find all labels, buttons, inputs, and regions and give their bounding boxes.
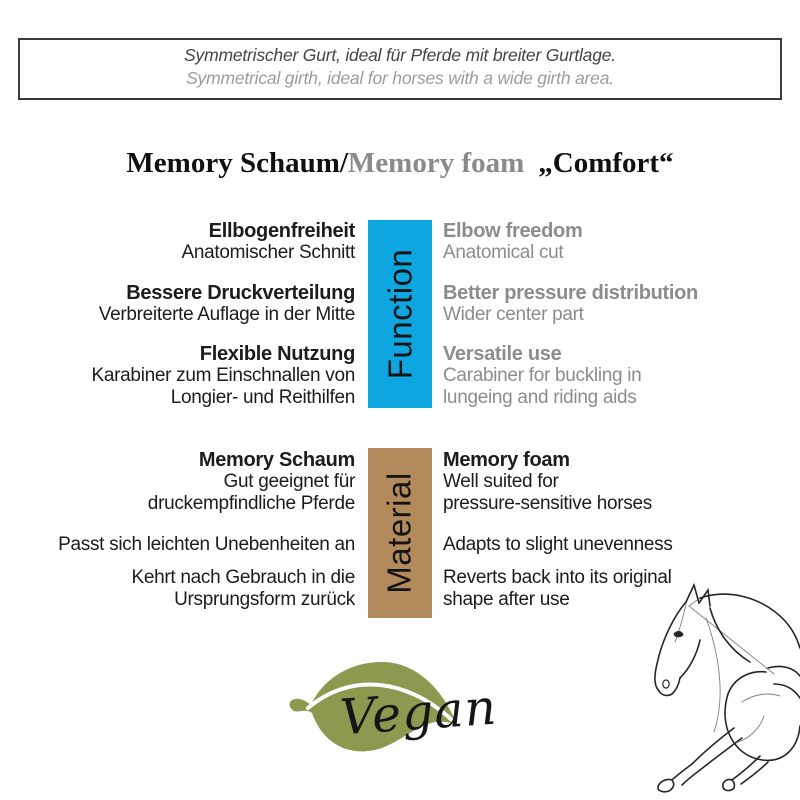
function-bar xyxy=(368,220,432,408)
function-row-en xyxy=(443,343,788,409)
feature-line-de: Verbreiterte Auflage in der Mitte xyxy=(98,304,355,325)
material-row-en xyxy=(443,534,788,556)
function-row-de xyxy=(18,343,355,409)
feature-title-en: Versatile use xyxy=(443,343,562,365)
feature-line-de: Karabiner zum Einschnallen von xyxy=(91,365,355,386)
banner-text-english: Symmetrical girth, ideal for horses with a wide girth area. xyxy=(186,68,614,88)
feature-title-en: Elbow freedom xyxy=(443,220,583,242)
feature-line-en: Reverts back into its original xyxy=(443,567,672,588)
feature-line-en: Wider center part xyxy=(443,304,584,325)
feature-line-de: Passt sich leichten Unebenheiten an xyxy=(58,534,355,555)
material-row-de xyxy=(18,567,355,611)
feature-line-de: Anatomischer Schnitt xyxy=(181,242,355,263)
title-variant: „Comfort“ xyxy=(538,147,674,179)
function-row-de xyxy=(18,282,355,326)
feature-title-de: Bessere Druckverteilung xyxy=(126,282,355,304)
feature-line-de: Kehrt nach Gebrauch in die xyxy=(131,567,355,588)
material-bar-label: Material xyxy=(381,472,418,594)
feature-line-en: Well suited for xyxy=(443,471,559,492)
feature-line-de: Gut geeignet für xyxy=(223,471,355,492)
horse-sketch xyxy=(642,582,800,794)
material-bar xyxy=(368,448,432,618)
feature-title-en: Memory foam xyxy=(443,449,570,471)
feature-line-en: pressure-sensitive horses xyxy=(443,493,652,514)
feature-line-en: lungeing and riding aids xyxy=(443,387,637,408)
feature-line-en: Adapts to slight unevenness xyxy=(443,534,673,555)
feature-line-de: Ursprungsform zurück xyxy=(174,589,355,610)
feature-line-de: druckempfindliche Pferde xyxy=(147,493,355,514)
banner-text-german: Symmetrischer Gurt, ideal für Pferde mit breiter Gurtlage. xyxy=(184,45,616,65)
feature-line-de: Longier- und Reithilfen xyxy=(170,387,355,408)
page-title xyxy=(0,147,800,180)
title-english: Memory foam xyxy=(347,147,525,179)
material-row-en xyxy=(443,449,788,515)
title-german: Memory Schaum/ xyxy=(126,147,348,179)
function-bar-label: Function xyxy=(381,248,419,380)
feature-title-de: Flexible Nutzung xyxy=(199,343,355,365)
feature-line-en: Anatomical cut xyxy=(443,242,564,263)
feature-title-en: Better pressure distribution xyxy=(443,282,698,304)
function-row-en xyxy=(443,220,788,264)
info-banner xyxy=(18,38,782,100)
function-row-en xyxy=(443,282,788,326)
feature-title-de: Memory Schaum xyxy=(198,449,355,471)
feature-line-en: Carabiner for buckling in xyxy=(443,365,642,386)
vegan-label: Vegan xyxy=(338,678,499,747)
material-row-de xyxy=(18,534,355,556)
feature-line-en: shape after use xyxy=(443,589,570,610)
function-row-de xyxy=(18,220,355,264)
feature-title-de: Ellbogenfreiheit xyxy=(208,220,355,242)
material-row-de xyxy=(18,449,355,515)
